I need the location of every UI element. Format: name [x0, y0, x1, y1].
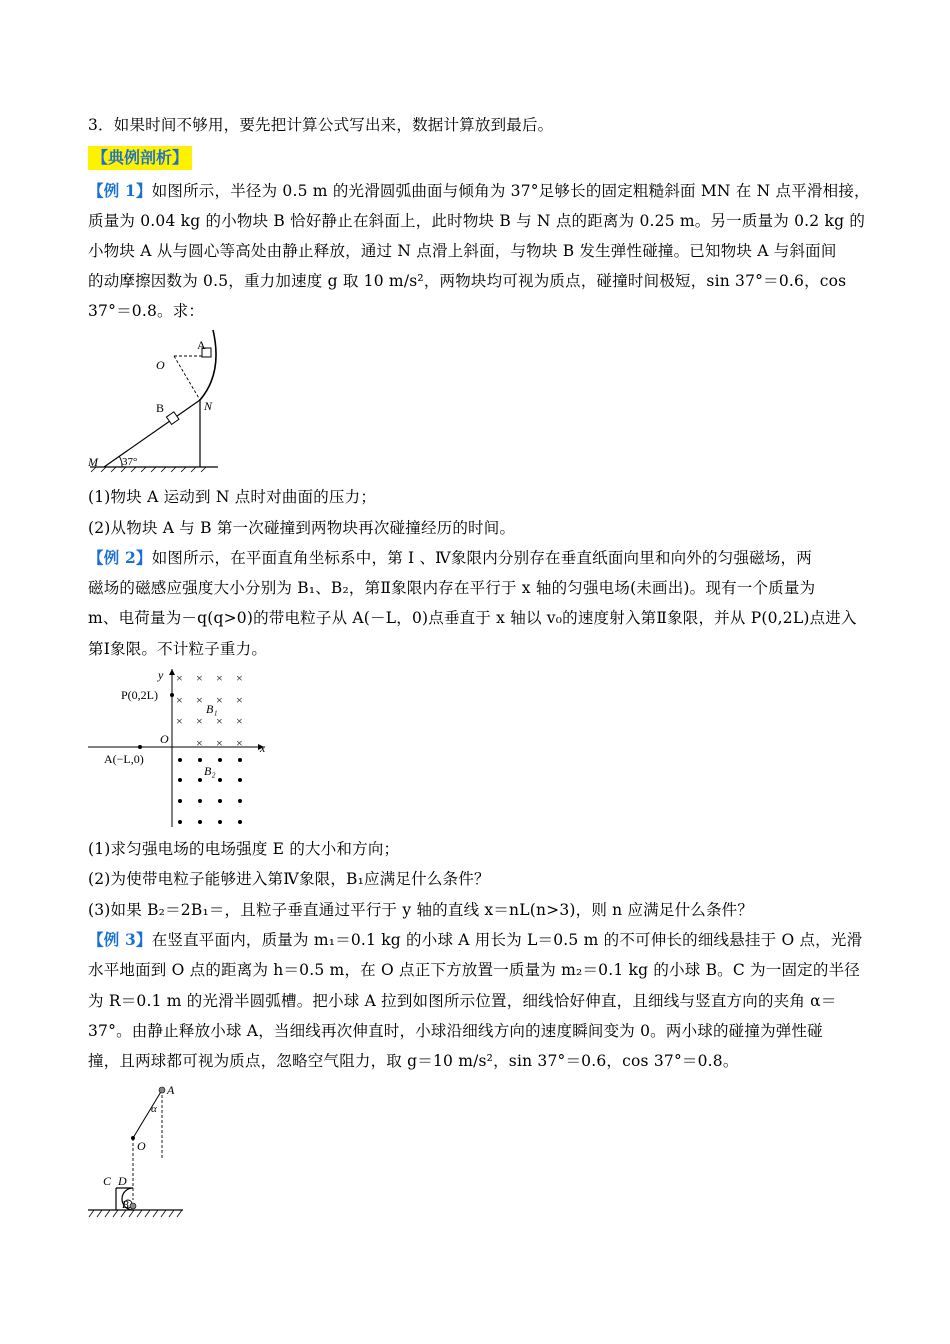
- field-into-page-mark: ×: [176, 714, 183, 728]
- field-out-of-page-mark: [198, 778, 202, 782]
- field-into-page-mark: ×: [196, 714, 203, 728]
- ex3-line-5: 撞，且两球都可视为质点，忽略空气阻力，取 g＝10 m/s²，sin 37°＝0.6，cos 37°＝0.8。: [88, 1052, 739, 1070]
- ex3-line-1: 【例 3】在竖直平面内，质量为 m₁＝0.1 kg 的小球 A 用长为 L＝0.5 m 的不可伸长的细线悬挂于 O 点，光滑: [88, 930, 863, 949]
- field-out-of-page-mark: [238, 820, 242, 824]
- ex2-label-b2: B₂: [204, 764, 216, 778]
- field-out-of-page-mark: [178, 820, 182, 824]
- ex3-tag: 【例 3】: [88, 930, 152, 949]
- field-out-of-page-mark: [218, 778, 222, 782]
- ex1-question-2: (2)从物块 A 与 B 第一次碰撞到两物块再次碰撞经历的时间。: [88, 519, 516, 537]
- ex1-label-b: B: [156, 401, 165, 415]
- ex3-label-d: D: [118, 1174, 127, 1188]
- section-title: 【典例剖析】: [88, 146, 192, 170]
- field-into-page-mark: ×: [216, 671, 223, 685]
- ex2-label-b1: B₁: [206, 702, 218, 716]
- field-into-page-mark: ×: [176, 671, 183, 685]
- ex1-label-n: N: [204, 399, 213, 413]
- field-out-of-page-mark: [198, 799, 202, 803]
- ex2-question-2: (2)为使带电粒子能够进入第Ⅳ象限，B₁应满足什么条件？: [88, 870, 490, 888]
- field-into-page-mark: ×: [176, 693, 183, 707]
- ex3-label-alpha: α: [151, 1103, 157, 1115]
- field-out-of-page-mark: [238, 778, 242, 782]
- field-into-page-mark: ×: [196, 736, 203, 750]
- field-out-of-page-mark: [218, 820, 222, 824]
- field-out-of-page-mark: [178, 799, 182, 803]
- ex2-line-3: m、电荷量为－q(q>0)的带电粒子从 A(－L，0)点垂直于 x 轴以 v₀的速度射入第Ⅱ象限，并从 P(0,2L)点进入: [88, 609, 857, 627]
- ex3-line-4: 37°。由静止释放小球 A，当细线再次伸直时，小球沿细线方向的速度瞬间变为 0。两小球的碰撞为弹性碰: [88, 1022, 823, 1040]
- ex1-line-1: 【例 1】如图所示，半径为 0.5 m 的光滑圆弧曲面与倾角为 37°足够长的固定粗糙斜面 MN 在 N 点平滑相接，: [88, 181, 870, 200]
- field-into-page-mark: ×: [216, 714, 223, 728]
- ex3-label-o: O: [137, 1139, 146, 1153]
- ex3-figure: [88, 1080, 188, 1225]
- field-into-page-mark: ×: [216, 736, 223, 750]
- ex1-question-1: (1)物块 A 运动到 N 点时对曲面的压力；: [88, 488, 377, 506]
- field-into-page-mark: ×: [196, 671, 203, 685]
- ex2-label-a: A(−L,0): [104, 752, 144, 766]
- field-out-of-page-mark: [238, 758, 242, 762]
- ex2-tag: 【例 2】: [88, 548, 152, 567]
- ex1-label-angle: 37°: [122, 456, 138, 468]
- ex3-label-a: A: [167, 1083, 175, 1097]
- field-out-of-page-mark: [178, 758, 182, 762]
- ex3-line-3: 为 R＝0.1 m 的光滑半圆弧槽。把小球 A 拉到如图所示位置，细线恰好伸直，且细线与竖直方向的夹角 α＝: [88, 992, 837, 1010]
- ex2-label-y: y: [158, 668, 164, 682]
- field-into-page-mark: ×: [196, 693, 203, 707]
- field-out-of-page-mark: [178, 778, 182, 782]
- ex2-figure: [88, 665, 273, 830]
- ex2-label-x: x: [260, 741, 266, 755]
- ex2-question-3: (3)如果 B₂＝2B₁＝，且粒子垂直通过平行于 y 轴的直线 x＝nL(n>3)，则 n 应满足什么条件？: [88, 901, 754, 919]
- field-into-page-mark: ×: [236, 693, 243, 707]
- ex2-line-1: 【例 2】如图所示，在平面直角坐标系中，第 Ⅰ 、Ⅳ象限内分别存在垂直纸面向里和向外的匀强磁场，两: [88, 548, 812, 567]
- field-into-page-mark: ×: [216, 693, 223, 707]
- field-into-page-mark: ×: [236, 736, 243, 750]
- field-out-of-page-mark: [218, 758, 222, 762]
- field-out-of-page-mark: [218, 799, 222, 803]
- field-into-page-mark: ×: [236, 714, 243, 728]
- ex2-label-p: P(0,2L): [121, 688, 158, 702]
- intro-line: 3．如果时间不够用，要先把计算公式写出来，数据计算放到最后。: [88, 116, 554, 134]
- ex3-label-c: C: [103, 1174, 112, 1188]
- ex1-line-4: 的动摩擦因数为 0.5，重力加速度 g 取 10 m/s²，两物块均可视为质点，碰撞时间极短，sin 37°＝0.6，cos: [88, 272, 847, 290]
- ex2-question-1: (1)求匀强电场的电场强度 E 的大小和方向；: [88, 840, 400, 858]
- ex1-line-3: 小物块 A 从与圆心等高处由静止释放，通过 N 点滑上斜面，与物块 B 发生弹性碰撞。已知物块 A 与斜面间: [88, 242, 837, 260]
- ex1-line-2: 质量为 0.04 kg 的小物块 B 恰好静止在斜面上，此时物块 B 与 N 点的距离为 0.25 m。另一质量为 0.2 kg 的: [88, 212, 866, 230]
- ex2-line-4: 第Ⅰ象限。不计粒子重力。: [88, 640, 268, 658]
- field-out-of-page-mark: [198, 820, 202, 824]
- ex2-line-2: 磁场的磁感应强度大小分别为 B₁、B₂，第Ⅱ象限内存在平行于 x 轴的匀强电场(未画出)。现有一个质量为: [88, 579, 816, 597]
- field-out-of-page-mark: [238, 799, 242, 803]
- ex1-label-m: M: [88, 455, 98, 469]
- ex1-figure: [88, 328, 238, 473]
- ex2-label-o: O: [160, 732, 169, 746]
- ex3-line-2: 水平地面到 O 点的距离为 h＝0.5 m，在 O 点正下方放置一质量为 m₂＝0.1 kg 的小球 B。C 为一固定的半径: [88, 961, 860, 979]
- ex1-line-5: 37°＝0.8。求：: [88, 302, 205, 320]
- field-into-page-mark: ×: [236, 671, 243, 685]
- ex3-label-b: B: [122, 1199, 129, 1211]
- ex1-label-o: O: [156, 358, 165, 372]
- ex1-tag: 【例 1】: [88, 181, 152, 200]
- ex1-label-a: A: [197, 338, 206, 352]
- field-out-of-page-mark: [198, 758, 202, 762]
